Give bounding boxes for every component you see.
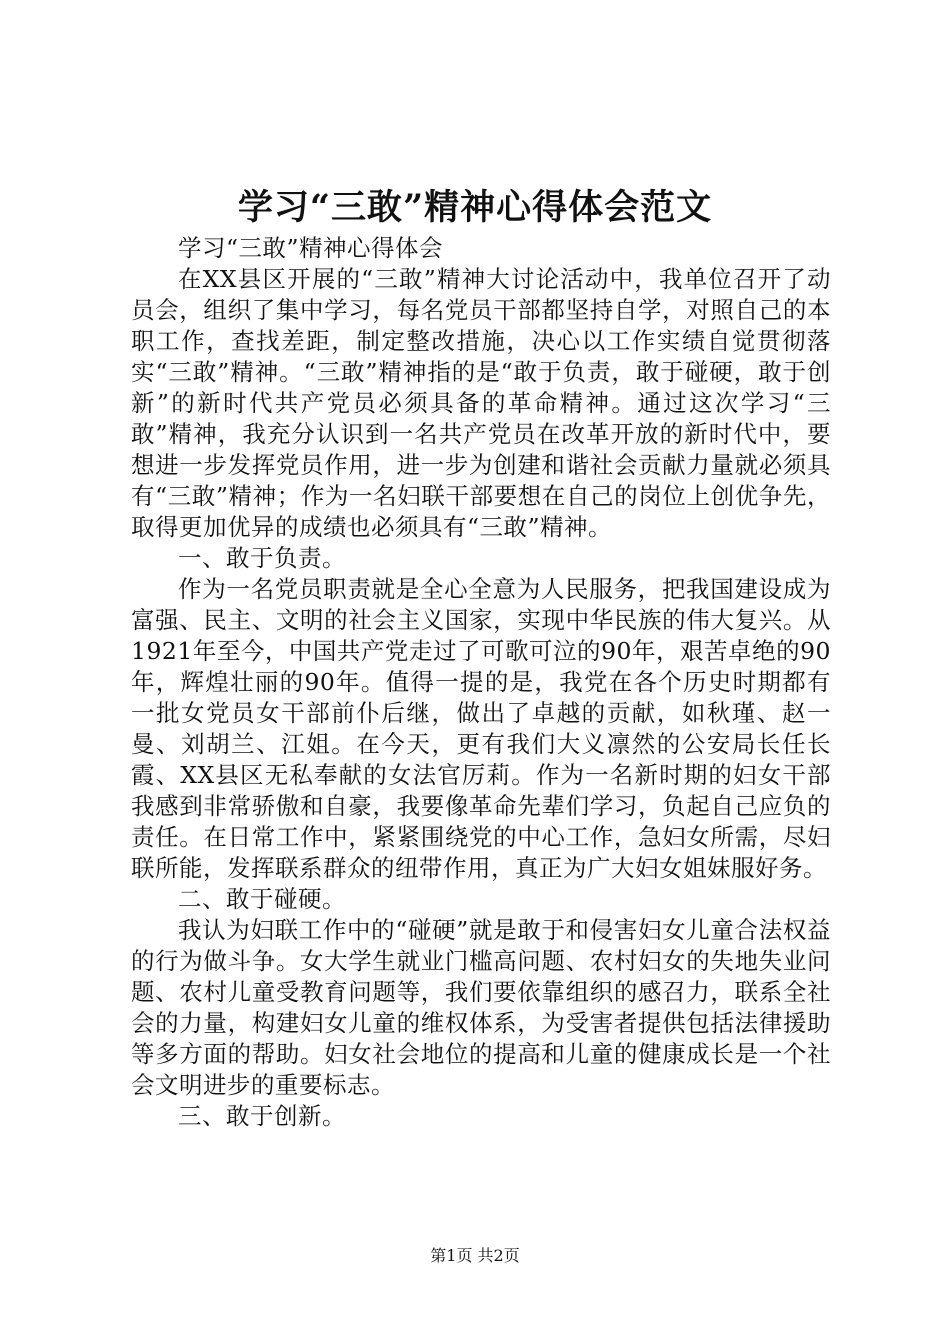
document-title: 学习“三敢”精神心得体会范文 — [237, 187, 713, 228]
document-body — [131, 233, 831, 1132]
section-heading-1: 一、敢于负责。 — [178, 544, 346, 572]
paragraph-section-1: 作为一名党员职责就是全心全意为人民服务，把我国建设成为富强、民主、文明的社会主义国家，实现中华民族的伟大复兴。从1921年至今，中国共产党走过了可歌可泣的90年，艰苦卓绝的90年，辉煌壮丽的90年。值得一提的是，我党在各个历史时期都有一批女党员女干部前仆后继，做出了卓越的贡献，如秋瑾、赵一曼、刘胡兰、江姐。在今天，更有我们大义凛然的公安局长任长霞、XX县区无私奉献的女法官厉莉。作为一名新时期的妇女干部我感到非常骄傲和自豪，我要像革命先辈们学习，负起自己应负的责任。在日常工作中，紧紧围绕党的中心工作，急妇女所需，尽妇联所能，发挥联系群众的纽带作用，真正为广大妇女姐妹服好务。 — [131, 575, 831, 882]
section-heading-3: 三、敢于创新。 — [178, 1102, 346, 1130]
section-heading-2: 二、敢于碰硬。 — [178, 885, 346, 913]
page-number-footer: 第1页 共2页 — [430, 1246, 520, 1265]
paragraph-section-2: 我认为妇联工作中的“碰硬”就是敢于和侵害妇女儿童合法权益的行为做斗争。女大学生就业门槛高问题、农村妇女的失地失业问题、农村儿童受教育问题等，我们要依靠组织的感召力，联系全社会的力量，构建妇女儿童的维权体系，为受害者提供包括法律援助等多方面的帮助。妇女社会地位的提高和儿童的健康成长是一个社会文明进步的重要标志。 — [131, 916, 831, 1099]
document-subtitle: 学习“三敢”精神心得体会 — [178, 234, 444, 262]
paragraph-intro: 在XX县区开展的“三敢”精神大讨论活动中，我单位召开了动员会，组织了集中学习，每名党员干部都坚持自学，对照自己的本职工作，查找差距，制定整改措施，决心以工作实绩自觉贯彻落实“三敢”精神。“三敢”精神指的是“敢于负责，敢于碰硬，敢于创新”的新时代共产党员必须具备的革命精神。通过这次学习“三敢”精神，我充分认识到一名共产党员在改革开放的新时代中，要想进一步发挥党员作用，进一步为创建和谐社会贡献力量就必须具有“三敢”精神；作为一名妇联干部要想在自己的岗位上创优争先，取得更加优异的成绩也必须具有“三敢”精神。 — [131, 265, 831, 541]
